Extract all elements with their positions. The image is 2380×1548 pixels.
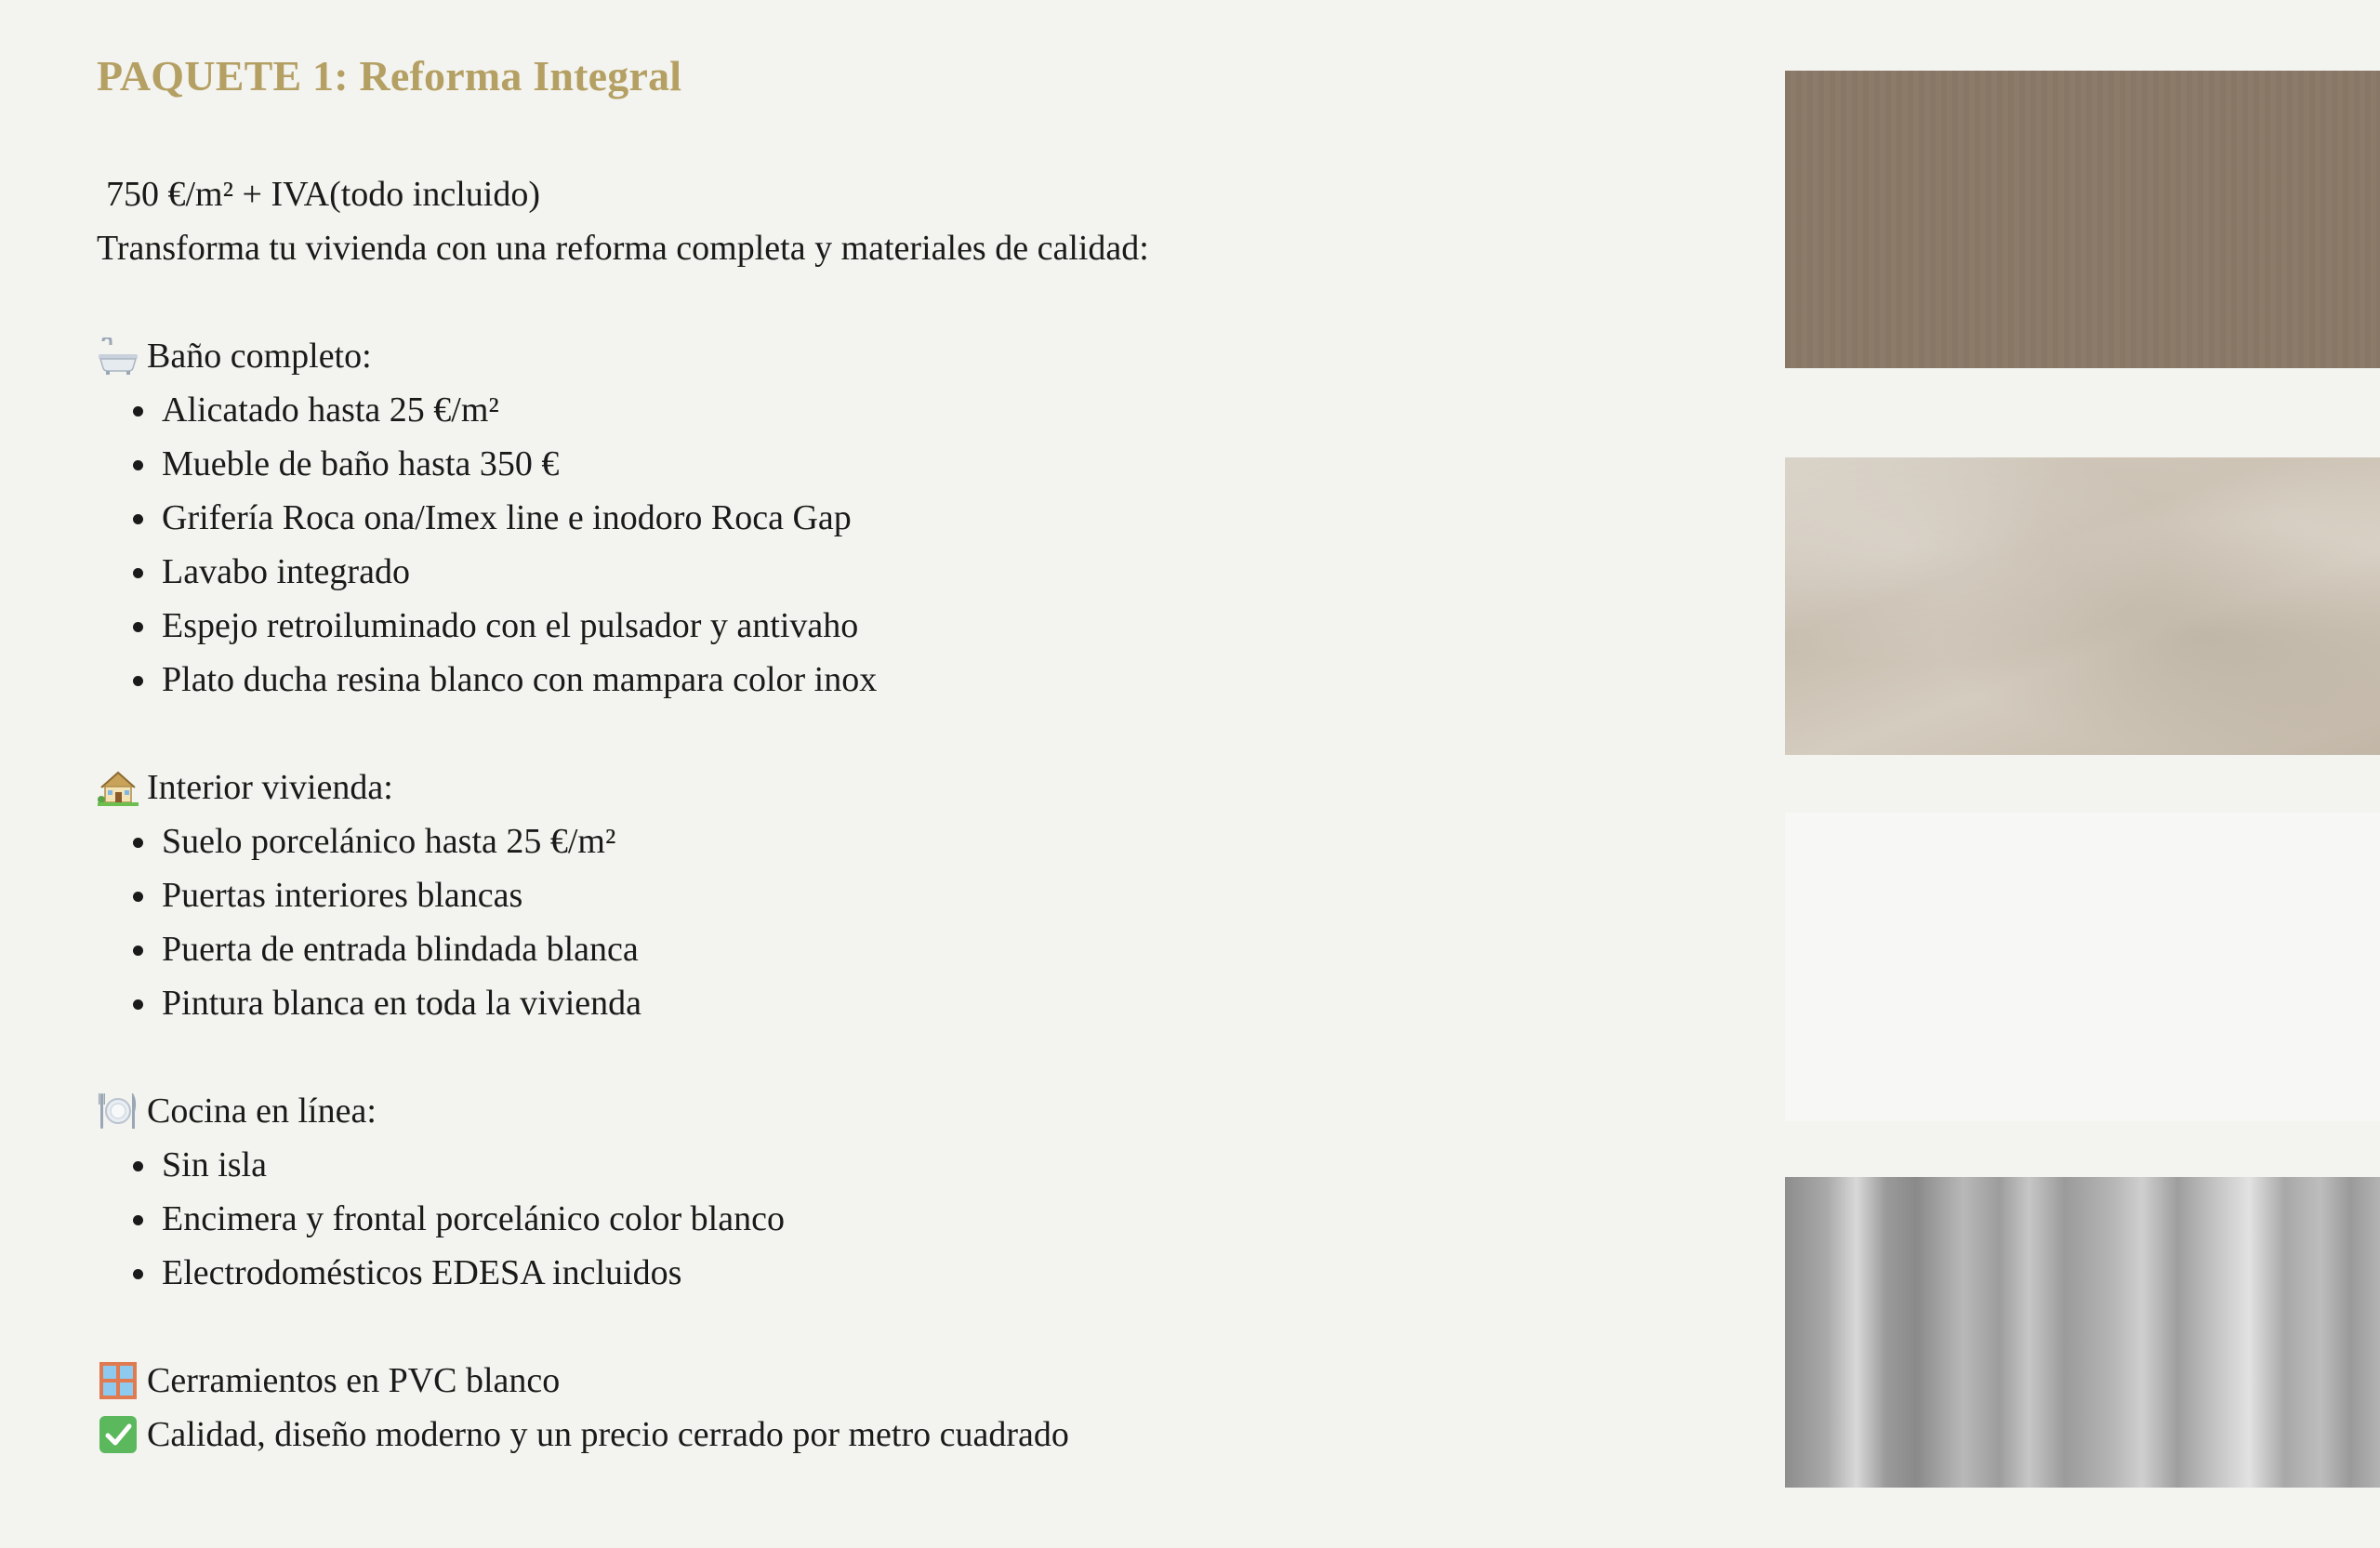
section-kitchen xyxy=(97,1084,1677,1300)
intro-text: Transforma tu vivienda con una reforma completa y materiales de calidad: xyxy=(97,229,1149,268)
list-item: Lavabo integrado xyxy=(128,545,1677,599)
extra-windows-label: Cerramientos en PVC blanco xyxy=(147,1361,561,1400)
brushed-steel-swatch xyxy=(1785,1177,2380,1488)
list-item: Puertas interiores blancas xyxy=(128,868,1677,922)
fork-knife-plate-icon xyxy=(97,1090,139,1132)
interior-list xyxy=(97,814,1677,1030)
section-interior xyxy=(97,761,1677,1030)
list-item: Pintura blanca en toda la vivienda xyxy=(128,976,1677,1030)
section-heading-label: Cocina en línea: xyxy=(147,1092,377,1131)
extra-quality-label: Calidad, diseño moderno y un precio cerrado por metro cuadrado xyxy=(147,1415,1069,1454)
section-heading-interior xyxy=(97,761,1677,814)
list-item: Grifería Roca ona/Imex line e inodoro Roca Gap xyxy=(128,491,1677,545)
page-title: PAQUETE 1: Reforma Integral xyxy=(97,52,682,99)
list-item: Alicatado hasta 25 €/m² xyxy=(128,383,1677,437)
white-swatch xyxy=(1785,813,2380,1121)
list-item: Puerta de entrada blindada blanca xyxy=(128,922,1677,976)
list-item: Suelo porcelánico hasta 25 €/m² xyxy=(128,814,1677,868)
section-heading-label: Baño completo: xyxy=(147,337,372,376)
list-item: Espejo retroiluminado con el pulsador y antivaho xyxy=(128,599,1677,653)
list-item: Encimera y frontal porcelánico color blanco xyxy=(128,1192,1677,1246)
extra-windows xyxy=(97,1354,1677,1408)
brown-texture-swatch xyxy=(1785,71,2380,368)
window-icon xyxy=(97,1359,139,1402)
list-item: Mueble de baño hasta 350 € xyxy=(128,437,1677,491)
extra-quality xyxy=(97,1408,1677,1462)
section-heading-bathroom xyxy=(97,329,1677,383)
list-item: Sin isla xyxy=(128,1138,1677,1192)
bathtub-icon xyxy=(97,335,139,377)
price-line: 750 €/m² + IVA(todo incluido) xyxy=(106,175,540,214)
section-heading-kitchen xyxy=(97,1084,1677,1138)
content xyxy=(97,50,1677,1462)
list-item: Electrodomésticos EDESA incluidos xyxy=(128,1246,1677,1300)
check-mark-button-icon xyxy=(97,1413,139,1456)
section-heading-label: Interior vivienda: xyxy=(147,768,393,807)
section-extras xyxy=(97,1354,1677,1462)
section-bathroom xyxy=(97,329,1677,707)
kitchen-list xyxy=(97,1138,1677,1300)
list-item: Plato ducha resina blanco con mampara color inox xyxy=(128,653,1677,707)
bathroom-list xyxy=(97,383,1677,707)
stone-texture-swatch xyxy=(1785,457,2380,755)
house-with-garden-icon xyxy=(97,766,139,809)
